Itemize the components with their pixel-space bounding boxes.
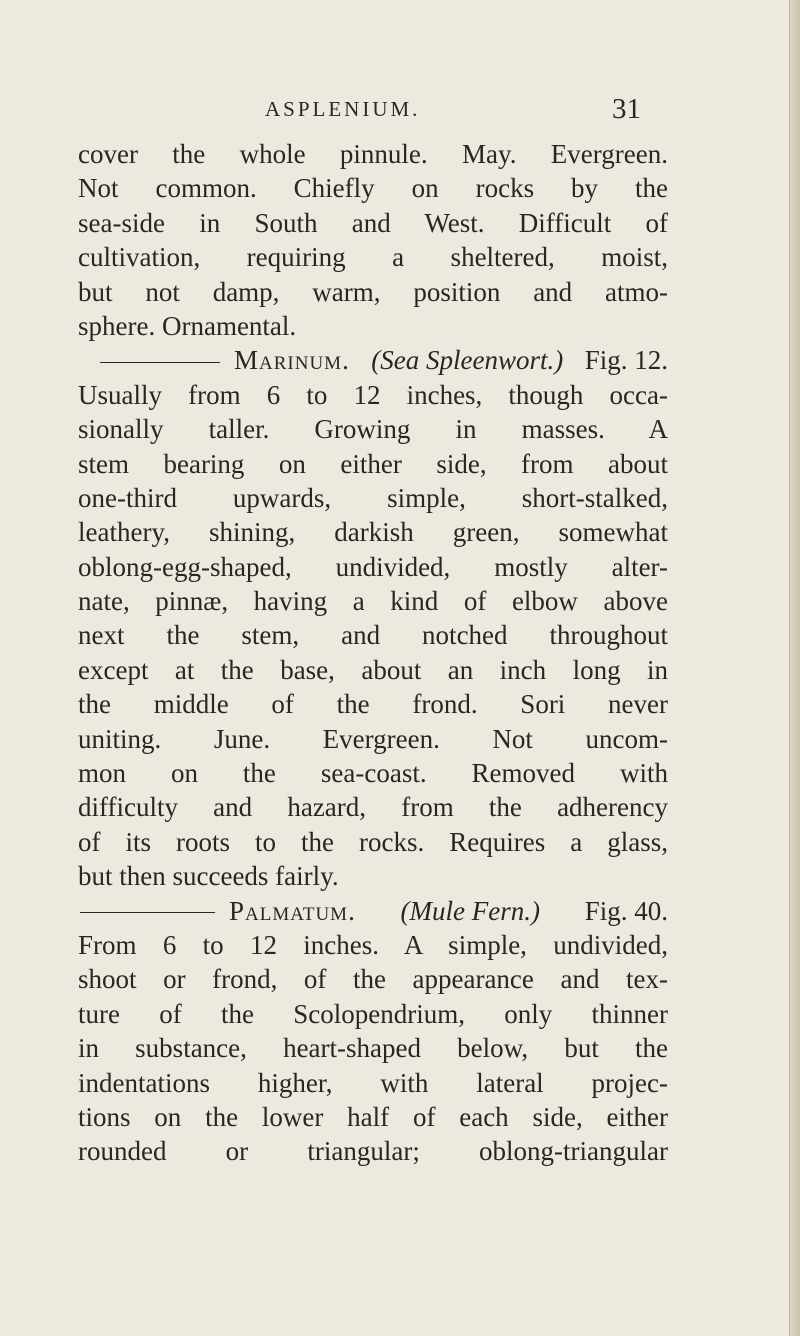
page-edge: [789, 0, 800, 1336]
body-text: [78, 137, 668, 1169]
text-line: sionally taller. Growing in masses. A: [78, 414, 668, 445]
text-line: difficulty and hazard, from the adherency: [78, 792, 668, 823]
figure-reference: Fig. 40.: [584, 895, 668, 926]
running-title: ASPLENIUM.: [265, 97, 421, 121]
text-line: but not damp, warm, position and atmo-: [78, 276, 668, 307]
common-name: (Mule Fern.): [400, 895, 540, 926]
text-line: leathery, shining, darkish green, somewhat: [78, 517, 668, 548]
text-line: uniting. June. Evergreen. Not uncom-: [78, 723, 668, 754]
text-line: tions on the lower half of each side, either: [78, 1101, 668, 1132]
common-name: (Sea Spleenwort.): [371, 345, 564, 376]
species-entry-marinum: [78, 343, 668, 377]
text-line: rounded or triangular; oblong-triangular: [78, 1136, 668, 1167]
text-line: stem bearing on either side, from about: [78, 448, 668, 479]
text-line: sea-side in South and West. Difficult of: [78, 207, 668, 238]
text-line: oblong-egg-shaped, undivided, mostly alter-: [78, 551, 668, 582]
ditto-dash: [100, 362, 220, 363]
text-line: except at the base, about an inch long in: [78, 654, 668, 685]
text-line: of its roots to the rocks. Requires a glass,: [78, 826, 668, 857]
text-line: indentations higher, with lateral projec-: [78, 1067, 668, 1098]
text-line: next the stem, and notched throughout: [78, 620, 668, 651]
text-line: shoot or frond, of the appearance and tex-: [78, 964, 668, 995]
page-number: 31: [612, 93, 641, 125]
text-line: cover the whole pinnule. May. Evergreen.: [78, 139, 668, 169]
species-entry-palmatum: [78, 894, 668, 928]
species-name: Palmatum.: [229, 895, 356, 926]
text-line: nate, pinnæ, having a kind of elbow above: [78, 586, 668, 617]
text-line: From 6 to 12 inches. A simple, undivided,: [78, 929, 668, 960]
figure-reference: Fig. 12.: [584, 345, 668, 376]
text-line: in substance, heart-shaped below, but the: [78, 1033, 668, 1064]
text-line: Not common. Chiefly on rocks by the: [78, 173, 668, 204]
page-header: [0, 93, 800, 133]
ditto-dash: [80, 912, 215, 913]
text-line: ture of the Scolopendrium, only thinner: [78, 998, 668, 1029]
text-line: but then succeeds fairly.: [78, 861, 339, 892]
text-line: the middle of the frond. Sori never: [78, 689, 668, 720]
text-line: cultivation, requiring a sheltered, moist,: [78, 242, 668, 273]
species-name: Marinum.: [234, 345, 350, 376]
text-line: one-third upwards, simple, short-stalked,: [78, 482, 668, 513]
text-line: Usually from 6 to 12 inches, though occa-: [78, 379, 668, 410]
text-line: mon on the sea-coast. Removed with: [78, 758, 668, 789]
text-line: sphere. Ornamental.: [78, 310, 297, 341]
